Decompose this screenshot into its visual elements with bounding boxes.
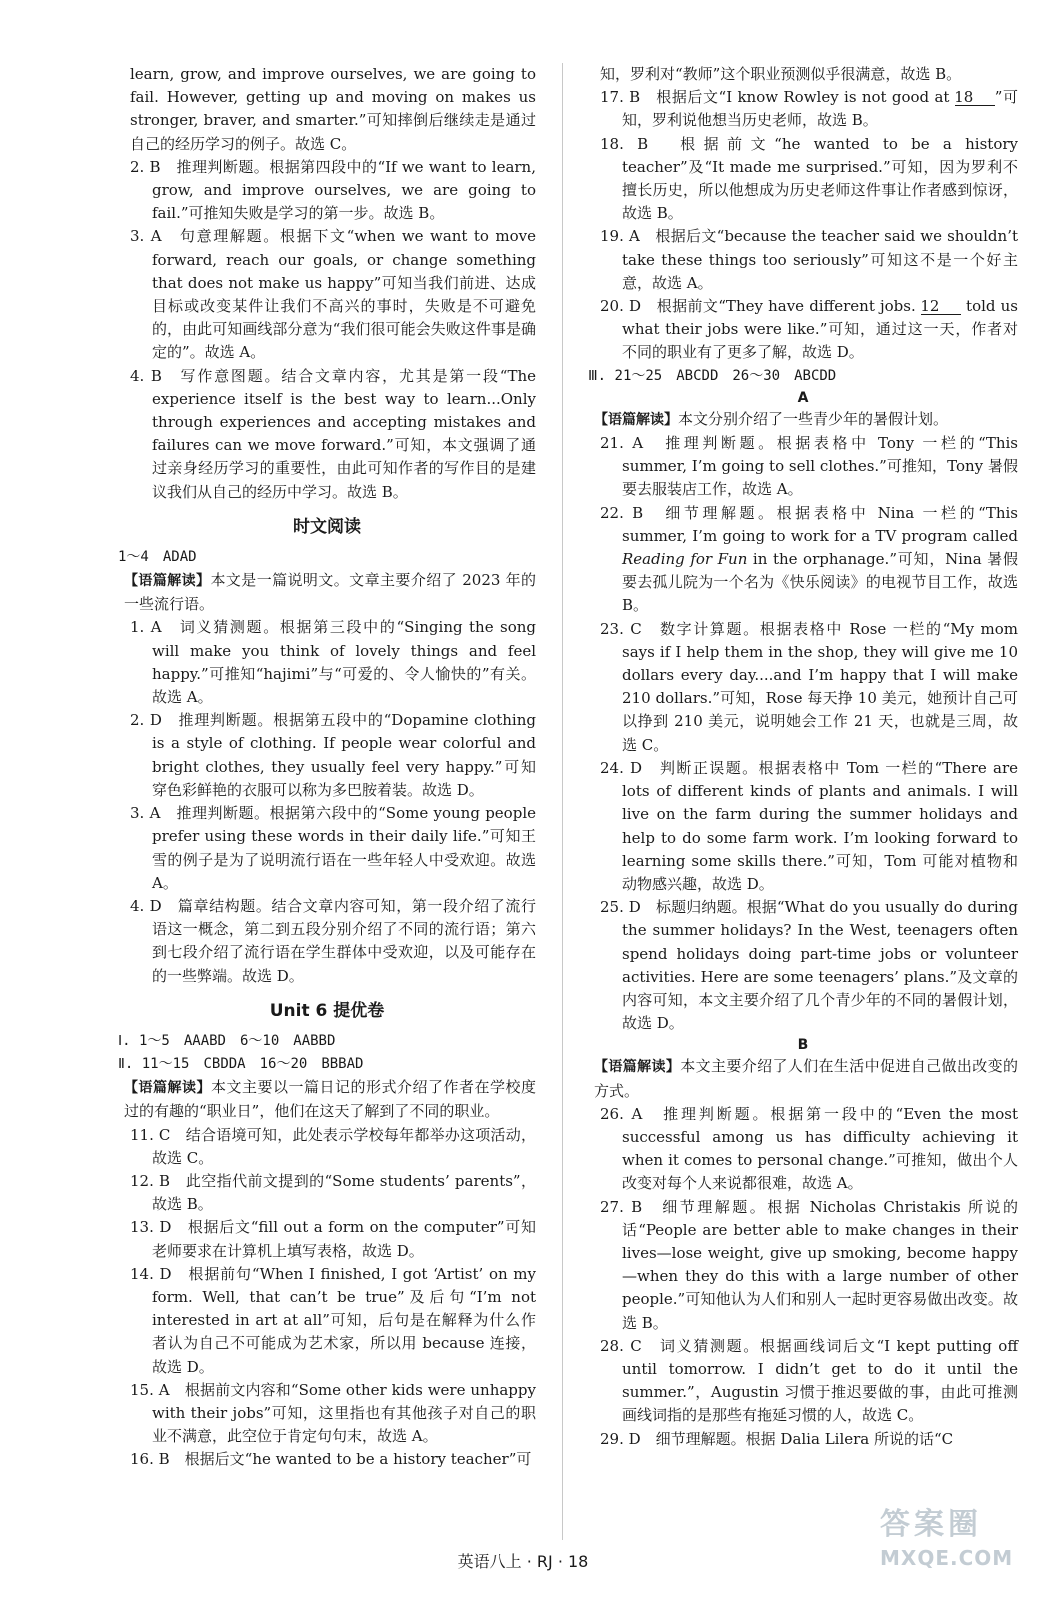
section1-passage-note [118,569,536,616]
note-text: 本文主要介绍了人们在生活中促进自己做出改变的方式。 [594,1057,1018,1100]
reading-item-28: 28. C 词义猜测题。根据画线词后文“I kept putting off until tomorrow. I didn’t get to do it until the summer.”，Augustin 习惯于推迟要做的事，由此可推测画线词指的是那些有拖延习惯的人，故选 C。 [600,1336,1018,1425]
reading-item-22: 22. B 细节理解题。根据表格中 Nina 一栏的“This summer, I’m going to work for a TV program called Reading for Fun in the orphanage.”可知，Nina 暑假要去孤儿院为一个名为《快乐阅读》的电视节目工作，故选 B。 [600,503,1018,615]
watermark-logo [880,1505,1030,1591]
reading-item-27: 27. B 细节理解题。根据 Nicholas Christakis 所说的话“People are better able to make changes in their lives—lose weight, give up smoking, become happy—when they do this with a large number of other people.”可知他认为人们和别人一起时更容易做出改变。故选 B。 [600,1197,1018,1332]
reading-item-25: 25. D 标题归纳题。根据“What do you usually do during the summer holidays? In the West, teenagers often spend holidays doing part-time jobs or volunteer activities. Here are some teenagers’ plans.”及文章的内容可知，本文主要介绍了几个青少年的不同的暑假计划，故选 D。 [600,898,1018,1033]
cloze-item-16: 16. B 根据后文“he wanted to be a history teacher”可 [130,1450,532,1469]
cloze-item-17: 17. B 根据后文“I know Rowley is not good at 18 ”可知，罗利说他想当历史老师，故选 B。 [600,88,1018,130]
reading-item-24: 24. D 判断正误题。根据表格中 Tom 一栏的“There are lots of different kinds of plants and animals. I will live on the farm during the summer holidays and help to do some farm work. I’m looking forward to learning some skills there.”可知，Tom 可能对植物和动物感兴趣，故选 D。 [600,758,1018,893]
cloze-item-11: 11. C 结合语境可知，此处表示学校每年都举办这项活动，故选 C。 [130,1125,536,1167]
reading-item-2: 2. D 推理判断题。根据第五段中的“Dopamine clothing is a style of clothing. If people wear colorful and bright clothes, they usually feel very happy.”可知穿色彩鲜艳的衣服可以称为多巴胺着装。故选 D。 [130,711,536,799]
answer-key-part2: Ⅱ. 11～15 CBDDA 16～20 BBBAD [118,1055,364,1072]
reading-item-1: 1. A 词义猜测题。根据第三段中的“Singing the song will make you think of lovely things and feel happy.”可推知“hajimi”与“可爱的、令人愉快的”有关。故选 A。 [130,618,536,707]
column-divider [562,63,563,1540]
note-label: 【语篇解读】 [124,573,211,590]
reading-item-3: 3. A 推理判断题。根据第六段中的“Some young people prefer using these words in their daily life.”可知王雪的例子是为了说明流行语在一些年轻人中受欢迎。故选 A。 [130,804,536,892]
cloze-item-19: 19. A 根据后文“because the teacher said we shouldn’t take these things too seriously”可知这不是一个好主意，故选 A。 [600,227,1018,292]
answer-item-4: 4. B 写作意图题。结合文章内容，尤其是第一段“The experience itself is the best way to learn...Only through experiences and accepting mistakes and failures can we move forward.”可知，本文强调了通过亲身经历学习的重要性，由此可知作者的写作目的是建议我们从自己的经历中学习。故选 B。 [130,366,536,501]
page-footer: 英语八上 · RJ · 18 [457,1552,589,1571]
section2-passage-note [118,1076,536,1123]
subsection-title-a: A [797,389,809,406]
cloze-item-12: 12. B 此空指代前文提到的“Some students’ parents”，故选 B。 [130,1171,536,1214]
note-text: 本文是一篇说明文。文章主要介绍了 2023 年的一些流行语。 [124,571,536,614]
passage-a-note [588,408,1018,432]
cloze-item-13: 13. D 根据后文“fill out a form on the computer”可知老师要求在计算机上填写表格，故选 D。 [130,1218,536,1260]
left-column [118,63,536,1472]
note-label: 【语篇解读】 [594,411,678,428]
reading-item-4: 4. D 篇章结构题。结合文章内容可知，第一段介绍了流行语这一概念，第二到五段分别介绍了不同的流行语；第六到七段介绍了流行语在学生群体中受欢迎，以及可能存在的一些弊端。故选 D。 [130,896,536,985]
right-column [588,63,1018,1451]
cloze-item-14: 14. D 根据前句“When I finished, I got ‘Artist’ on my form. Well, that can’t be true”及后句“I’m not interested in art at all”可知，后句是在解释为什么作者认为自己不可能成为艺术家，所以用 because 连接，故选 D。 [130,1264,536,1376]
blank-number-12: 12 [921,298,961,315]
answer-key-part1: Ⅰ. 1～5 AAABD 6～10 AABBD [118,1032,336,1049]
section-title-current-reading: 时文阅读 [293,516,361,537]
cloze-item-18: 18. B 根据前文“he wanted to be a history teacher”及“It made me surprised.”可知，因为罗利不擅长历史，所以他想成为历史老师这件事让作者感到惊讶，故选 B。 [600,134,1018,223]
right-intro-paragraph: 知，罗利对“教师”这个职业预测似乎很满意，故选 B。 [600,65,962,83]
note-label: 【语篇解读】 [124,1080,211,1097]
blank-number-18: 18 [955,89,995,106]
note-text: 本文分别介绍了一些青少年的暑假计划。 [678,409,949,428]
reading-item-21: 21. A 推理判断题。根据表格中 Tony 一栏的“This summer, I’m going to sell clothes.”可推知，Tony 暑假要去服装店工作，故选 A。 [600,434,1018,499]
note-label: 【语篇解读】 [594,1059,681,1076]
answer-key-part3: Ⅲ. 21～25 ABCDD 26～30 ABCDD [588,367,837,384]
passage-b-note [588,1055,1018,1102]
program-name-italic: Reading for Fun [622,550,748,569]
section-title-unit6: Unit 6 提优卷 [269,1000,385,1021]
cloze-item-15: 15. A 根据前文内容和“Some other kids were unhappy with their jobs”可知，这里指也有其他孩子对自己的职业不满意，此空位于肯定句句末，故选 A。 [130,1380,536,1446]
reading-item-26: 26. A 推理判断题。根据第一段中的“Even the most successful among us has difficulty achieving it when it comes to personal change.”可推知，做出个人改变对每个人来说都很难，故选 A。 [600,1104,1018,1193]
left-intro-paragraph: learn, grow, and improve ourselves, we are going to fail. However, getting up and moving on makes us stronger, braver, and smarter.”可知摔倒后继续走是通过自己的经历学习的例子。故选 C。 [130,65,536,153]
note-text: 本文主要以一篇日记的形式介绍了作者在学校度过的有趣的“职业日”，他们在这天了解到了不同的职业。 [124,1078,536,1121]
watermark-logo-text: 答案圈 [880,1507,982,1542]
answer-item-3: 3. A 句意理解题。根据下文“when we want to move forward, reach our goals, or change something that does not make us happy”可知当我们前进、达成目标或改变某件让我们不高兴的事时，失败是不可避免的，由此可知画线部分意为“我们很可能会失败这件事是确定的”。故选 A。 [130,227,536,362]
subsection-title-b: B [797,1037,809,1054]
reading-item-23: 23. C 数字计算题。根据表格中 Rose 一栏的“My mom says if I help them in the shop, they will give me 10 dollars every day....and I’m happy that I will make 210 dollars.”可知，Rose 每天挣 10 美元，她预计自己可以挣到 210 美元，说明她会工作 21 天，也就是三周，故选 C。 [600,619,1018,754]
answer-item-2: 2. B 推理判断题。根据第四段中的“If we want to learn, grow, and improve ourselves, we are going to fail.”可推知失败是学习的第一步。故选 B。 [130,157,536,223]
section1-answer-key: 1～4 ADAD [118,548,197,565]
reading-item-29: 29. D 细节理解题。根据 Dalia Lilera 所说的话“C [600,1429,954,1448]
cloze-item-20: 20. D 根据前文“They have different jobs. 12 told us what their jobs were like.”可知，通过这一天，作者对不同的职业有了更多了解，故选 D。 [600,297,1019,362]
watermark-url: MXQE.COM [880,1546,1014,1570]
